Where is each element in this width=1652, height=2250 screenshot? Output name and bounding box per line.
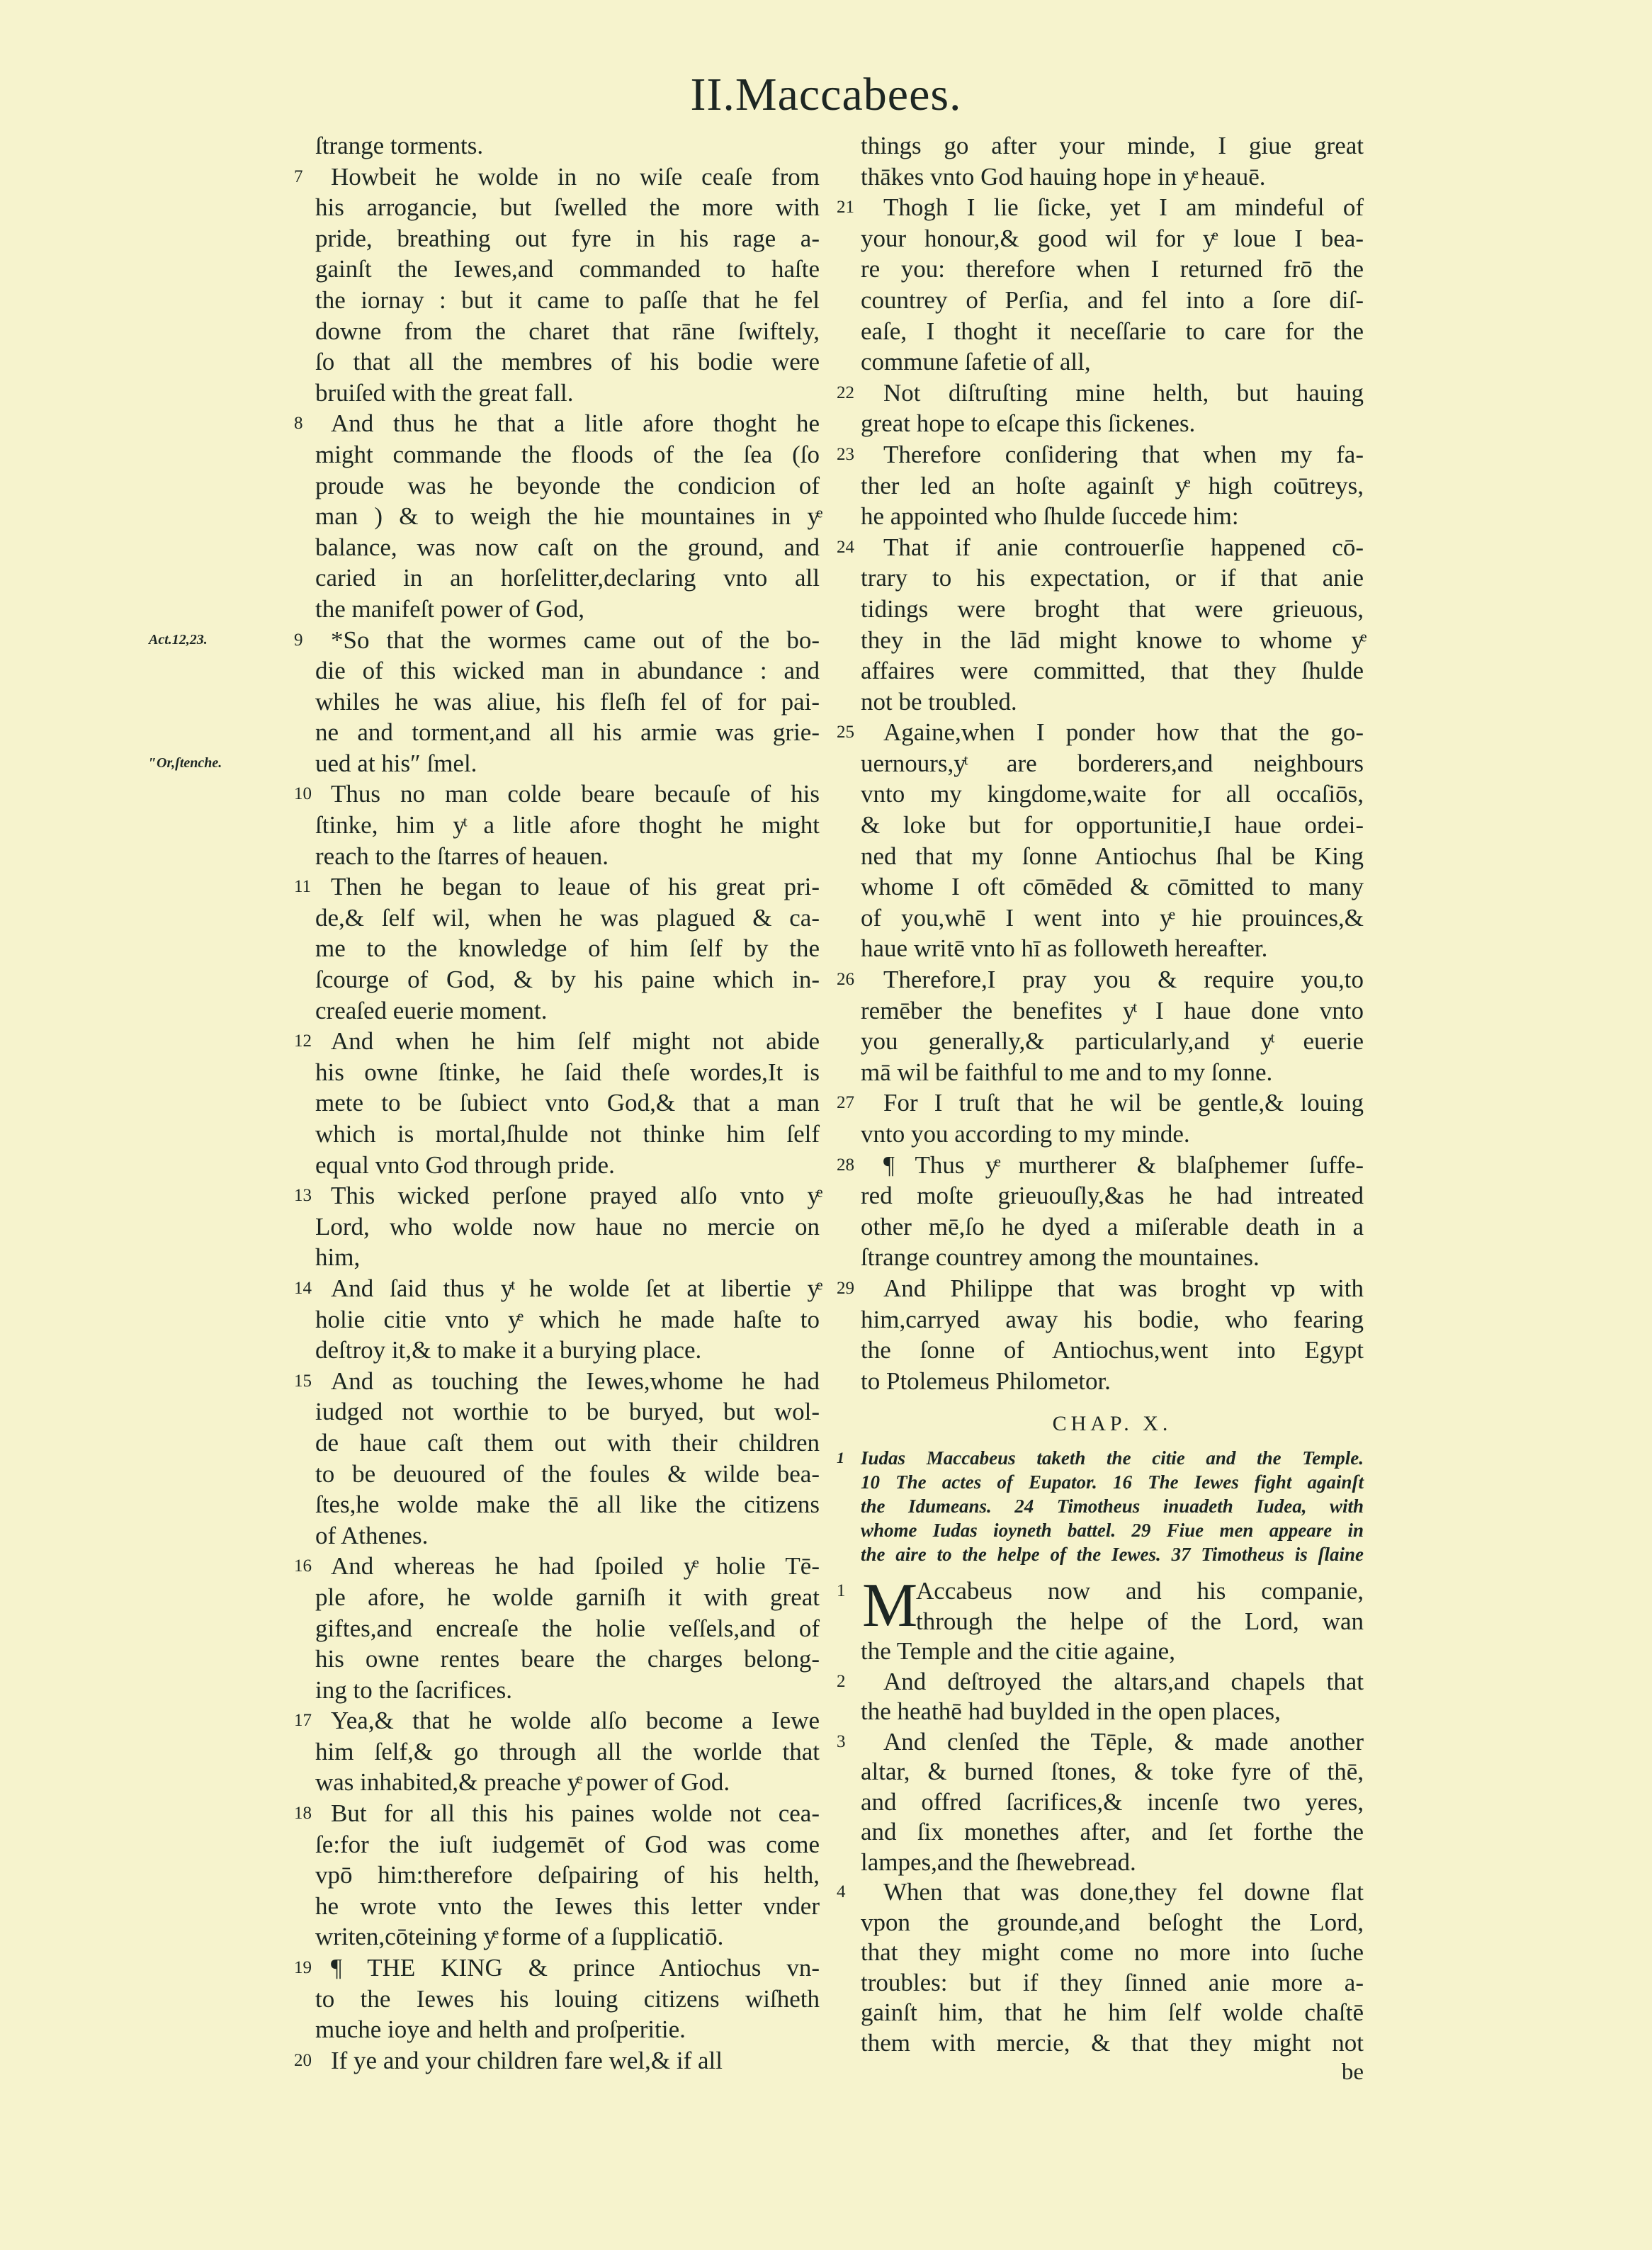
summary-text: 10 The actes of Eupator. 16 The Iewes fight againſt [861, 1471, 1364, 1493]
text-line [294, 1273, 820, 1304]
line-text: Thogh I lie ſicke, yet I am mindeful of [883, 193, 1364, 222]
text-line [861, 1817, 1364, 1848]
verse-number: 16 [294, 1556, 312, 1576]
line-text: great hope to eſcape this ſickenes. [861, 409, 1196, 438]
text-line [861, 408, 1364, 439]
catchword: be [1341, 2059, 1364, 2086]
running-head-title: II.Maccabees. [690, 69, 962, 120]
line-text: of you,whē I went into yͤ hie prouinces,& [861, 903, 1364, 932]
text-line [149, 625, 820, 656]
line-text: And as touching the Iewes,whome he had [331, 1367, 820, 1395]
text-line [861, 841, 1364, 872]
verse-number: 1 [837, 1581, 846, 1601]
text-line [294, 162, 820, 193]
text-line [294, 1180, 820, 1211]
line-text: reach to the ſtarres of heauen. [315, 842, 609, 870]
line-text: de,& ſelf wil, when he was plagued & ca- [315, 903, 820, 932]
margin-note: Act.12,23. [149, 631, 208, 648]
line-text: remēber the benefites yͭ I haue done vnto [861, 996, 1364, 1024]
text-line [315, 995, 820, 1027]
text-line [861, 1787, 1364, 1818]
line-text: iudged not worthie to be buryed, but wol- [315, 1398, 820, 1426]
line-text: his owne rentes beare the charges belong- [315, 1645, 820, 1673]
line-text: ued at his″ ſmel. [315, 749, 477, 777]
verse-number: 2 [837, 1671, 846, 1691]
summary-text: the Idumeans. 24 Timotheus inuadeth Iudea, with [861, 1496, 1364, 1517]
line-text: holie citie vnto yͤ which he made haſte to [315, 1305, 820, 1333]
line-text: ſtrange countrey among the mountaines. [861, 1243, 1260, 1272]
line-text: ple afore, he wolde garniſh it with great [315, 1583, 820, 1611]
text-line [861, 316, 1364, 347]
text-line [294, 779, 820, 810]
summary-line [861, 1542, 1364, 1566]
line-text: and offred ſacrifices,& incenſe two yeres, [861, 1787, 1364, 1816]
verse-number: 25 [837, 723, 854, 742]
line-text: altar, & burned ſtones, & toke fyre of thē, [861, 1758, 1364, 1786]
summary-line [837, 1446, 1364, 1470]
line-text: And whereas he had ſpoiled yͤ holie Tē- [331, 1552, 820, 1581]
line-text: If ye and your children fare wel,& if all [331, 2046, 723, 2074]
text-line [315, 1428, 820, 1459]
text-line [315, 810, 820, 841]
summary-number: 1 [837, 1449, 844, 1467]
summary-text: whome Iudas ioyneth battel. 29 Fiue men appeare in [861, 1520, 1364, 1542]
text-line [861, 1908, 1364, 1938]
verse-number: 11 [294, 877, 312, 897]
line-text: Howbeit he wolde in no wiſe ceaſe from [331, 162, 820, 191]
text-line [315, 1211, 820, 1243]
text-line [315, 1829, 820, 1860]
line-text: not be troubled. [861, 687, 1017, 716]
line-text: me to the knowledge of him ſelf by the [315, 934, 820, 963]
text-line [315, 1921, 820, 1952]
text-line [861, 810, 1364, 841]
text-line [861, 285, 1364, 316]
line-text: ſcourge of God, & by his paine which in- [315, 966, 820, 994]
text-line [837, 1877, 1364, 1908]
text-line [149, 748, 820, 779]
line-text: balance, was now caſt on the ground, and [315, 533, 820, 561]
line-text: vnto you according to my minde. [861, 1120, 1190, 1148]
line-text: mā wil be faithful to me and to my ſonne. [861, 1058, 1273, 1086]
line-text: Then he began to leaue of his great pri- [331, 873, 820, 901]
text-line [315, 532, 820, 563]
line-text: through the helpe of the Lord, wan [916, 1607, 1364, 1635]
line-text: That if anie controuerſie happened cō- [883, 533, 1364, 561]
line-text: writen,cōteining yͤ forme of a ſupplicatiō. [315, 1923, 724, 1951]
text-line [315, 1644, 820, 1675]
line-text: uernours,yͭ are borderers,and neighbours [861, 749, 1364, 777]
line-text: pride, breathing out fyre in his rage a- [315, 224, 820, 252]
line-text: him,carryed away his bodie, who fearing [861, 1305, 1364, 1333]
line-text: caried in an horſelitter,declaring vnto all [315, 564, 820, 592]
text-line [861, 130, 1364, 162]
line-text: they in the lād might knowe to whome yͤ [861, 626, 1364, 654]
text-line [315, 1489, 820, 1520]
text-line [861, 501, 1364, 532]
line-text: the manifeſt power of God, [315, 594, 585, 623]
line-text: ¶ Thus yͤ murtherer & blaſphemer ſuffe- [883, 1151, 1364, 1179]
line-text: lampes,and the ſhewebread. [861, 1848, 1136, 1876]
text-line [861, 933, 1364, 964]
line-text: tidings were broght that were grieuous, [861, 594, 1364, 623]
line-text: ne and torment,and all his armie was grie- [315, 718, 820, 747]
text-line [294, 1366, 820, 1397]
text-line [861, 871, 1364, 903]
text-line [315, 1891, 820, 1922]
verse-number: 27 [837, 1093, 854, 1113]
line-text: ¶ THE KING & prince Antiochus vn- [331, 1954, 820, 1982]
line-text: things go after your minde, I giue great [861, 132, 1364, 159]
line-text: to be deuoured of the foules & wilde bea- [315, 1459, 820, 1488]
summary-line [861, 1518, 1364, 1542]
text-line [315, 1675, 820, 1706]
line-text: die of this wicked man in abundance : and [315, 657, 820, 685]
text-line [315, 1613, 820, 1644]
line-text: Therefore conſidering that when my fa- [883, 440, 1364, 468]
line-text: re you: therefore when I returned frō the [861, 255, 1364, 283]
text-line [861, 470, 1364, 502]
line-text: deſtroy it,& to make it a burying place. [315, 1336, 702, 1364]
summary-text: Iudas Maccabeus taketh the citie and the Temple. [861, 1447, 1364, 1469]
text-line [861, 1998, 1364, 2028]
line-text: And clenſed the Tēple, & made another [883, 1727, 1364, 1756]
line-text: them with mercie, & that they might not [861, 2028, 1364, 2057]
text-line [294, 1952, 820, 1984]
line-text: And deſtroyed the altars,and chapels that [883, 1667, 1364, 1695]
line-text: bruiſed with the great fall. [315, 378, 574, 407]
text-line [861, 162, 1364, 193]
verse-number: 14 [294, 1278, 312, 1298]
verse-number: 4 [837, 1882, 846, 1902]
line-text: Lord, who wolde now haue no mercie on [315, 1212, 820, 1240]
line-text: And ſaid thus yͭ he wolde ſet at libertie yͤ [331, 1274, 820, 1302]
text-line [315, 1087, 820, 1119]
line-text: man ) & to weigh the hie mountaines in yͤ [315, 502, 820, 531]
text-line [315, 1767, 820, 1798]
text-line [837, 1273, 1364, 1304]
line-text: For I truſt that he wil be gentle,& louing [883, 1089, 1364, 1117]
text-line [315, 1520, 820, 1551]
line-text: proude was he beyonde the condicion of [315, 471, 820, 499]
line-text: you generally,& particularly,and yͭ euerie [861, 1027, 1364, 1056]
verse-number: 26 [837, 970, 854, 990]
line-text: Yea,& that he wolde alſo become a Iewe [331, 1707, 820, 1735]
summary-line [861, 1470, 1364, 1494]
line-text: thākes vnto God hauing hope in yͤ heauē. [861, 162, 1266, 191]
line-text: ſtes,he wolde make thē all like the citizens [315, 1491, 820, 1519]
verse-number: 18 [294, 1804, 312, 1824]
line-text: muche ioye and helth and proſperitie. [315, 2016, 686, 2044]
line-text: But for all this his paines wolde not cea- [331, 1799, 820, 1828]
line-text: giftes,and encreaſe the holie veſſels,and of [315, 1614, 820, 1642]
text-line [294, 871, 820, 903]
text-line [837, 1150, 1364, 1181]
text-line [861, 748, 1364, 779]
verse-number: 15 [294, 1371, 312, 1391]
line-text: whiles he was aliue, his fleſh fel of for pai- [315, 687, 820, 716]
text-line [294, 408, 820, 439]
text-line [837, 439, 1364, 470]
text-line [861, 1697, 1364, 1727]
line-text: When that was done,they fel downe flat [883, 1878, 1364, 1906]
line-text: the ſonne of Antiochus,went into Egypt [861, 1336, 1364, 1364]
line-text: him, [315, 1243, 361, 1272]
line-text: his owne ſtinke, he ſaid theſe wordes,It is [315, 1058, 820, 1086]
line-text: & loke but for opportunitie,I haue ordei- [861, 811, 1364, 839]
right-column-verses-ch9 [837, 130, 1364, 1396]
verse-number: 19 [294, 1958, 312, 1978]
line-text: equal vnto God through pride. [315, 1151, 615, 1179]
text-line [315, 655, 820, 686]
line-text: vpon the grounde,and beſoght the Lord, [861, 1908, 1364, 1936]
text-line [861, 779, 1364, 810]
line-text: ſtrange torments. [315, 132, 484, 159]
text-line [315, 1304, 820, 1335]
text-line [861, 1968, 1364, 1999]
text-line [315, 439, 820, 470]
line-text: creaſed euerie moment. [315, 996, 548, 1024]
right-column [837, 130, 1364, 2086]
text-line [861, 1757, 1364, 1787]
text-line [315, 316, 820, 347]
text-line [861, 686, 1364, 718]
text-line [837, 1087, 1364, 1119]
line-text: red moſte grieuouſly,&as he had intreated [861, 1182, 1364, 1210]
text-line [294, 1551, 820, 1582]
text-line [861, 1304, 1364, 1335]
verse-number: 12 [294, 1031, 312, 1051]
line-text: him ſelf,& go through all the worlde that [315, 1737, 820, 1765]
line-text: of Athenes. [315, 1521, 429, 1549]
text-line [861, 1180, 1364, 1211]
text-line [315, 903, 820, 934]
line-text: troubles: but if they ſinned anie more a- [861, 1968, 1364, 1996]
line-text: And Philippe that was broght vp with [883, 1274, 1364, 1302]
text-line [315, 130, 820, 162]
line-text: the heathē had buylded in the open places, [861, 1697, 1281, 1726]
text-line [837, 964, 1364, 995]
line-text: trary to his expectation, or if that anie [861, 564, 1364, 592]
text-line [315, 562, 820, 594]
text-line [837, 1667, 1364, 1697]
line-text: he wrote vnto the Iewes this letter vnder [315, 1892, 820, 1920]
text-line [861, 1119, 1364, 1150]
text-line [837, 192, 1364, 223]
line-text: Thus no man colde beare becauſe of his [331, 780, 820, 808]
line-text: ned that my ſonne Antiochus ſhal be King [861, 842, 1364, 870]
text-line [294, 1798, 820, 1829]
text-line [315, 841, 820, 872]
line-text: to the Iewes his louing citizens wiſheth [315, 1984, 820, 2013]
line-text: And when he him ſelf might not abide [331, 1027, 820, 1056]
text-line [315, 378, 820, 409]
text-line [315, 594, 820, 625]
text-line [861, 1211, 1364, 1243]
line-text: was inhabited,& preache yͤ power of God. [315, 1768, 730, 1797]
text-line [861, 655, 1364, 686]
text-line [315, 1119, 820, 1150]
verse-number: 21 [837, 198, 854, 217]
text-line [861, 1938, 1364, 1968]
verse-number: 13 [294, 1186, 312, 1206]
text-line [861, 1242, 1364, 1273]
text-line [315, 1860, 820, 1891]
summary-line [861, 1494, 1364, 1518]
line-text: downe from the charet that rāne ſwiftely, [315, 317, 820, 345]
chapter-heading: CHAP. X. [1052, 1412, 1172, 1436]
line-text: that they might come no more into ſuche [861, 1938, 1364, 1967]
margin-note: ″Or,ſtenche. [149, 754, 222, 771]
text-line [315, 1736, 820, 1768]
chapter-summary [837, 1446, 1364, 1566]
text-line [861, 562, 1364, 594]
line-text: ſe:for the iuſt iudgemēt of God was come [315, 1830, 820, 1858]
text-line [315, 1057, 820, 1088]
line-text: vpō him:therefore deſpairing of his helth, [315, 1861, 820, 1889]
drop-cap: M [862, 1571, 918, 1641]
text-line [861, 1335, 1364, 1366]
line-text: commune ſafetie of all, [861, 348, 1091, 376]
line-text: might commande the floods of the ſea (ſo [315, 440, 820, 468]
line-text: Againe,when I ponder how that the go- [883, 718, 1364, 747]
line-text: ing to the ſacrifices. [315, 1675, 512, 1704]
text-line [837, 717, 1364, 748]
line-text: and ſix monethes after, and ſet forthe the [861, 1818, 1364, 1846]
verse-number: 28 [837, 1155, 854, 1175]
line-text: Not diſtruſting mine helth, but hauing [883, 378, 1364, 407]
text-line [315, 2014, 820, 2045]
text-line [294, 1026, 820, 1057]
verse-number: 17 [294, 1711, 312, 1731]
text-line [294, 1705, 820, 1736]
text-line [861, 1366, 1364, 1397]
text-line [315, 717, 820, 748]
text-line [315, 1396, 820, 1428]
text-line [861, 1636, 1364, 1667]
text-line [315, 933, 820, 964]
text-line [315, 192, 820, 223]
text-line [837, 1727, 1364, 1758]
text-line [861, 625, 1364, 656]
text-line [861, 995, 1364, 1027]
verse-number: 24 [837, 537, 854, 557]
line-text: haue writē vnto hī as followeth hereafter. [861, 934, 1268, 963]
text-line [861, 1848, 1364, 1878]
verse-number: 23 [837, 444, 854, 464]
line-text: de haue caſt them out with their children [315, 1428, 820, 1457]
line-text: other mē,ſo he dyed a miſerable death in a [861, 1212, 1364, 1240]
line-text: whome I oft cōmēded & cōmitted to many [861, 873, 1364, 901]
text-line [861, 346, 1364, 378]
text-line [861, 594, 1364, 625]
verse-number: 7 [294, 166, 303, 186]
verse-number: 3 [837, 1731, 846, 1751]
verse-number: 10 [294, 784, 312, 804]
text-line [315, 285, 820, 316]
line-text: which is mortal,ſhulde not thinke him ſelf [315, 1120, 820, 1148]
text-line [315, 964, 820, 995]
line-text: This wicked perſone prayed alſo vnto yͤ [331, 1182, 820, 1210]
text-line [315, 223, 820, 254]
right-column-verses-ch10 [837, 1571, 1364, 2058]
line-text: And thus he that a litle afore thoght he [331, 409, 820, 438]
line-text: affaires were committed, that they ſhulde [861, 657, 1364, 685]
text-line [861, 2028, 1364, 2059]
text-line [315, 501, 820, 532]
line-text: your honour,& good wil for yͤ loue I bea- [861, 224, 1364, 252]
line-text: the Temple and the citie againe, [861, 1637, 1175, 1666]
verse-number: 9 [294, 630, 303, 650]
line-text: ſo that all the membres of his bodie were [315, 348, 820, 376]
text-line [294, 2045, 820, 2076]
text-line [315, 1150, 820, 1181]
line-text: ther led an hoſte againſt yͤ high coūtreys, [861, 471, 1364, 499]
line-text: Accabeus now and his companie, [916, 1577, 1364, 1605]
verse-number: 8 [294, 414, 303, 434]
text-line [837, 378, 1364, 409]
verse-number: 20 [294, 2050, 312, 2070]
line-text: mete to be ſubiect vnto God,& that a man [315, 1089, 820, 1117]
verse-number: 29 [837, 1278, 854, 1298]
text-line [315, 1335, 820, 1366]
text-line [861, 1026, 1364, 1057]
text-line [861, 903, 1364, 934]
summary-text: the aire to the helpe of the Iewes. 37 Timotheus is ſlaine [861, 1544, 1364, 1566]
text-line [315, 1984, 820, 2015]
text-line [315, 1582, 820, 1613]
text-line [315, 686, 820, 718]
line-text: vnto my kingdome,waite for all occaſiōs, [861, 780, 1364, 808]
text-line [861, 254, 1364, 285]
text-line [315, 1459, 820, 1490]
text-line [861, 1607, 1364, 1637]
text-line [837, 532, 1364, 563]
line-text: gainſt the Iewes,and commanded to haſte [315, 255, 820, 283]
line-text: countrey of Perſia, and fel into a ſore diſ- [861, 286, 1364, 314]
text-line [315, 346, 820, 378]
line-text: he appointed who ſhulde ſuccede him: [861, 502, 1239, 531]
text-line [315, 1242, 820, 1273]
line-text: Therefore,I pray you & require you,to [883, 966, 1364, 994]
text-line [861, 1057, 1364, 1088]
line-text: ſtinke, him yͭ a litle afore thoght he might [315, 811, 820, 839]
line-text: his arrogancie, but ſwelled the more with [315, 193, 820, 222]
line-text: gainſt him, that he him ſelf wolde chaſtē [861, 1999, 1364, 2027]
line-text: eaſe, I thoght it neceſſarie to care for the [861, 317, 1364, 345]
text-line [315, 254, 820, 285]
line-text: *So that the wormes came out of the bo- [331, 626, 820, 654]
text-line [861, 223, 1364, 254]
left-column [149, 130, 820, 2076]
text-line [315, 470, 820, 502]
verse-number: 22 [837, 383, 854, 402]
line-text: the iornay : but it came to paſſe that he fel [315, 286, 820, 314]
line-text: to Ptolemeus Philometor. [861, 1367, 1111, 1395]
